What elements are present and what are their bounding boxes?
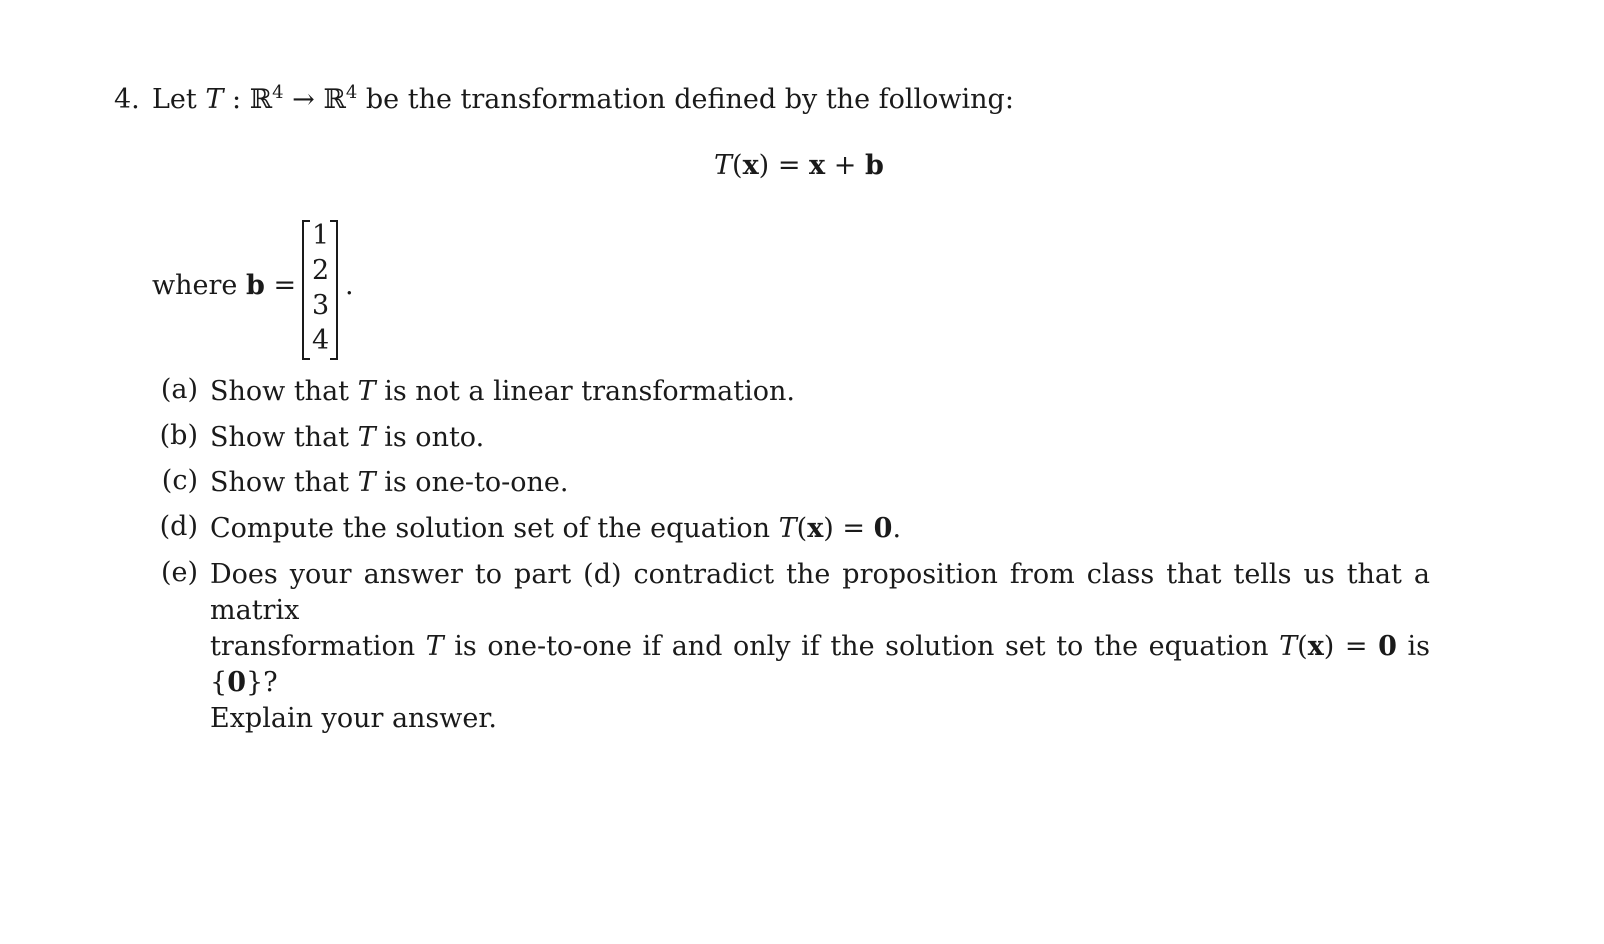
zero-vector: 0	[1378, 631, 1397, 662]
part-text	[210, 465, 1430, 501]
display-open-paren: (	[732, 150, 743, 181]
vector-entry: 2	[312, 255, 330, 286]
display-T: T	[714, 150, 733, 181]
vector-entries	[312, 218, 328, 358]
display-equation	[714, 150, 884, 181]
where-clause	[152, 270, 296, 301]
display-close-paren: )	[758, 150, 770, 181]
part-text: Compute the solution set of the equation T(x) = 0.	[210, 513, 902, 544]
intro-prefix: Let	[152, 84, 197, 115]
vector-entry: 3	[312, 290, 330, 321]
period: .	[892, 513, 902, 544]
part-post: is onto.	[384, 422, 485, 453]
symbol-T: T	[357, 376, 376, 407]
part-pre: Show that	[210, 376, 350, 407]
set-zero: 0	[227, 667, 246, 698]
domain-exponent: 4	[272, 82, 284, 103]
part-e-is: is	[1407, 631, 1430, 662]
display-equals: =	[777, 150, 801, 181]
colon: :	[231, 84, 242, 115]
zero-vector: 0	[873, 513, 893, 544]
symbol-T: T	[778, 513, 797, 544]
symbol-T: T	[357, 422, 376, 453]
domain-symbol: ℝ	[249, 84, 273, 115]
where-equals: =	[273, 270, 297, 301]
part-label: (c)	[161, 465, 198, 496]
where-b: b	[245, 270, 265, 301]
right-bracket	[330, 220, 338, 360]
part-text	[210, 420, 1430, 456]
problem-intro	[152, 84, 1014, 115]
part-e-line2-mid: is one-to-one if and only if the solution set to the equation	[454, 631, 1269, 662]
codomain-exponent: 4	[345, 82, 358, 103]
problem-number: 4.	[114, 84, 140, 115]
vector-entry: 1	[312, 220, 330, 251]
left-bracket	[302, 220, 310, 360]
set-open: {	[210, 667, 228, 698]
display-x2: x	[809, 150, 826, 181]
part-label: (a)	[160, 374, 198, 405]
part-pre: Show that	[210, 467, 350, 498]
part-text	[210, 374, 1430, 410]
symbol-T: T	[357, 467, 376, 498]
part-e-line2: transformation T is one-to-one if and only if the solution set to the equation T(x) = 0 is {0}?	[210, 631, 1430, 698]
display-x: x	[742, 150, 759, 181]
part-label: (e)	[160, 557, 198, 588]
part-post: is one-to-one.	[384, 467, 569, 498]
symbol-T: T	[425, 631, 444, 662]
part-e-line2-pre: transformation	[210, 631, 416, 662]
symbol-T: T	[205, 84, 224, 115]
symbol-x: x	[807, 513, 824, 544]
vector-b	[302, 220, 338, 360]
display-plus: +	[833, 150, 857, 181]
part-label: (d)	[159, 511, 198, 542]
part-e-line1: Does your answer to part (d) contradict the proposition from class that tells us that a matrix	[210, 559, 1430, 626]
equals: =	[1344, 631, 1368, 662]
symbol-x: x	[1307, 631, 1324, 662]
intro-suffix: be the transformation defined by the following:	[365, 84, 1014, 115]
part-e-line3: Explain your answer.	[210, 703, 497, 734]
vector-period: .	[345, 270, 354, 301]
where-text: where	[152, 270, 238, 301]
set-close: }?	[245, 667, 278, 698]
part-pre: Compute the solution set of the equation	[210, 513, 771, 544]
part-post: is not a linear transformation.	[384, 376, 795, 407]
equals: =	[842, 513, 874, 544]
vector-entry: 4	[312, 325, 330, 356]
part-label: (b)	[159, 420, 198, 451]
arrow-symbol: →	[292, 84, 315, 115]
symbol-T: T	[1279, 631, 1298, 662]
part-pre: Show that	[210, 422, 350, 453]
codomain-symbol: ℝ	[323, 84, 346, 115]
display-b: b	[864, 150, 884, 181]
part-text	[210, 557, 1430, 737]
